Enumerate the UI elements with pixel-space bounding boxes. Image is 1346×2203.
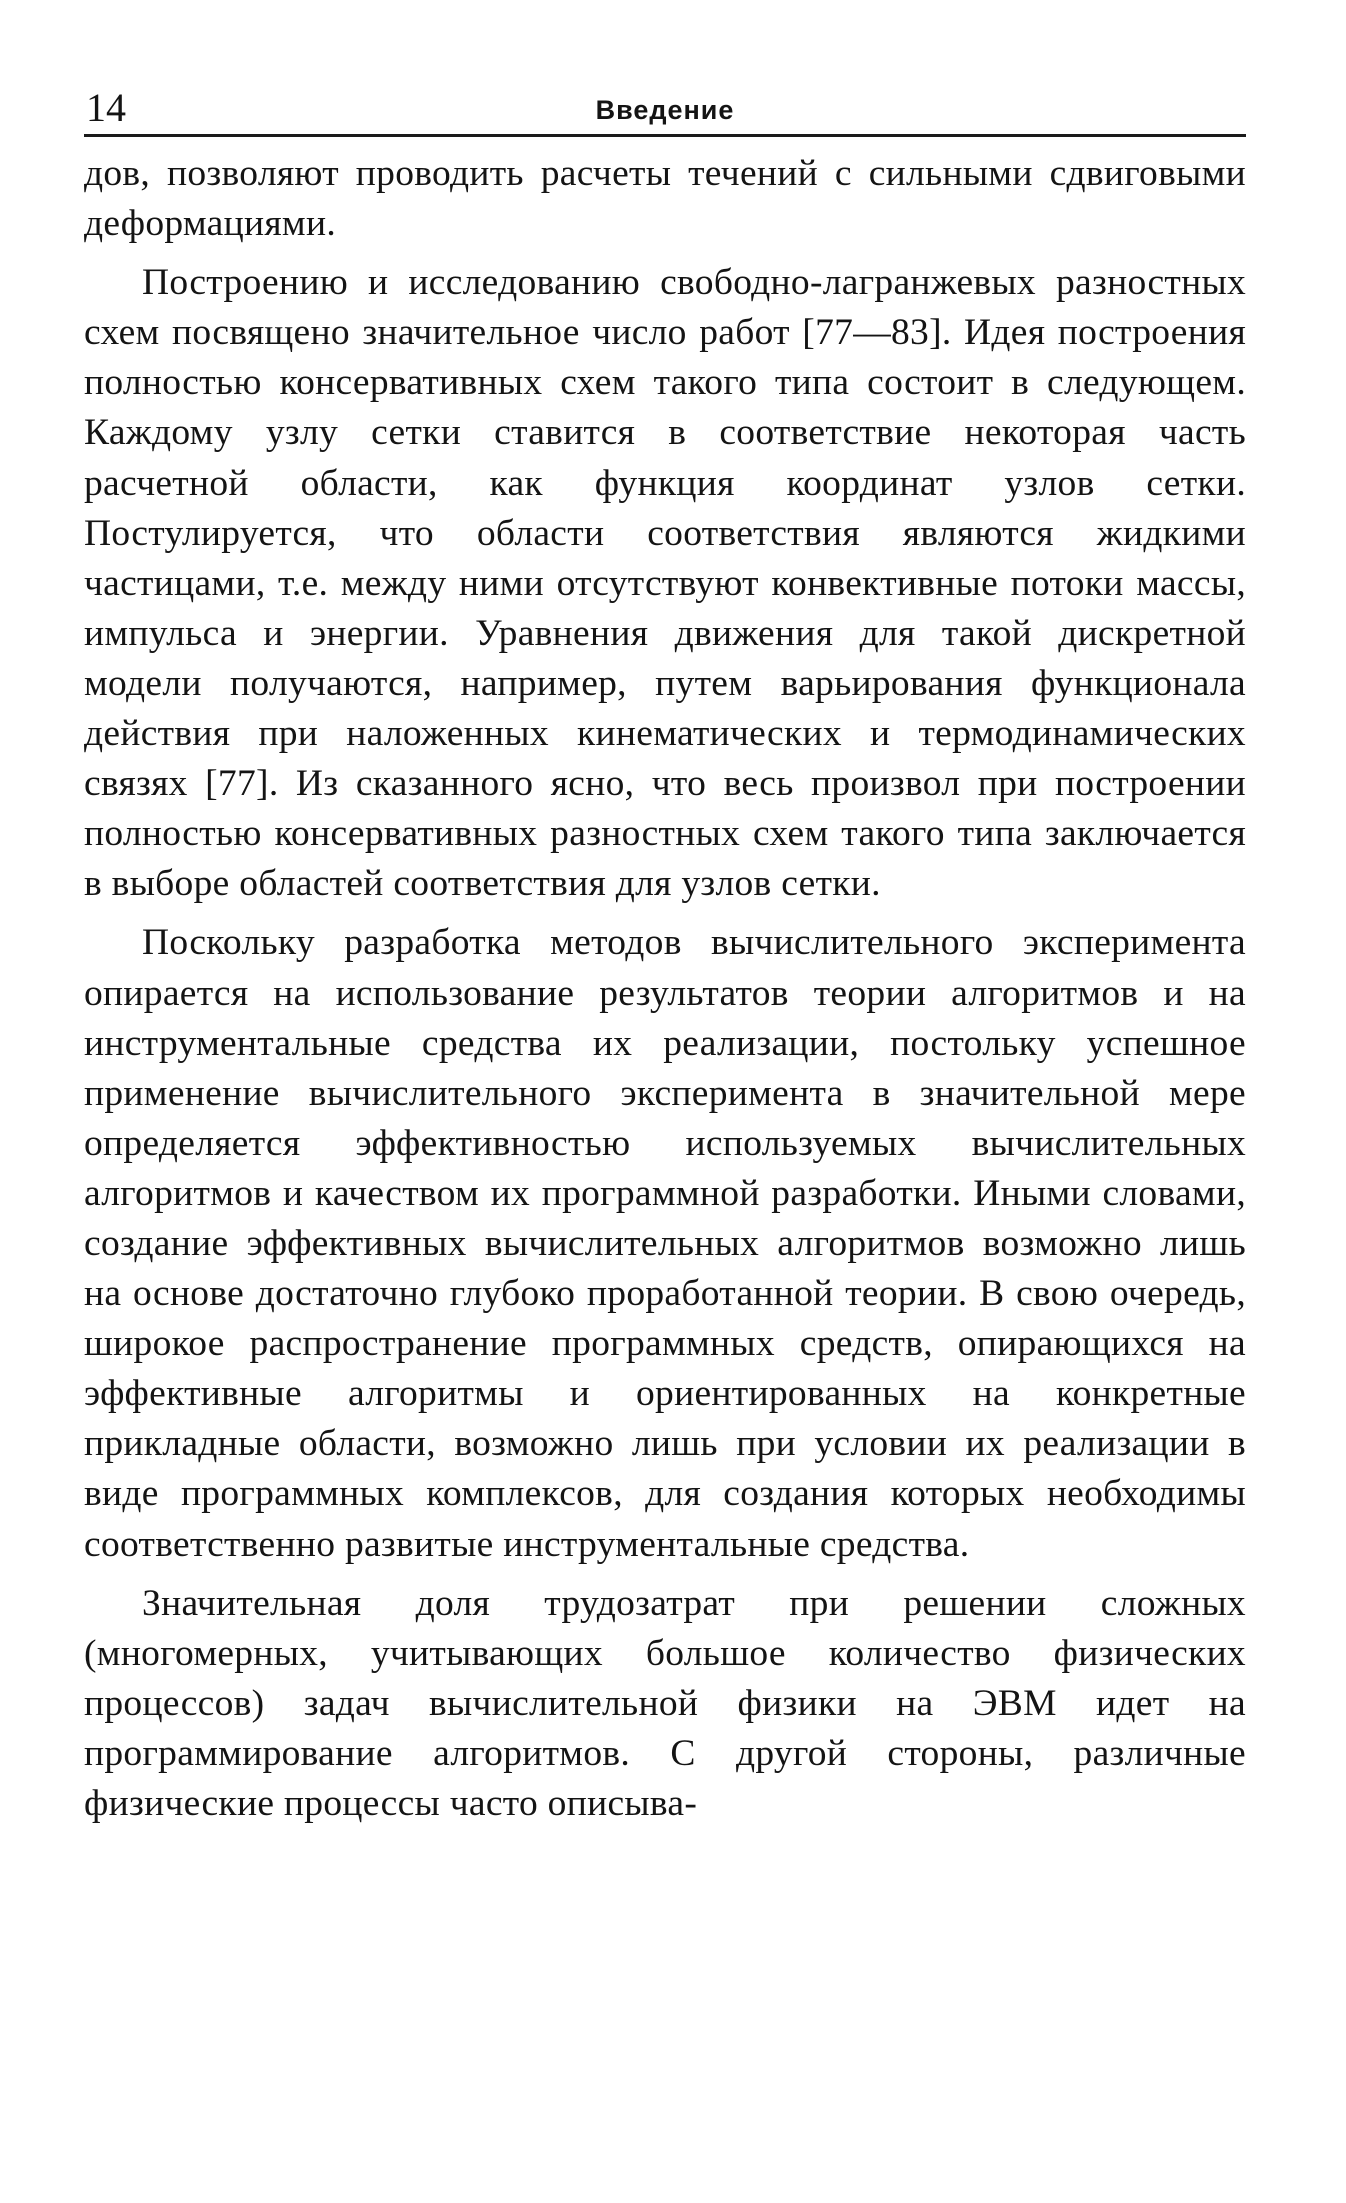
paragraph-programming-effort: Значительная доля трудозатрат при решении сложных (многомерных, учитывающих большое количество физических процессов) задач вычислительной физики на ЭВМ идет на программирование алгоритмов. С другой стороны, различные физические процессы часто описыва-: [84, 1582, 1246, 1824]
paragraph-computational-experiment: Поскольку разработка методов вычислительного эксперимента опирается на использование результатов теории алгоритмов и на инструментальные средства их реализации, постольку успешное применение вычислительного эксперимента в значительной мере определяется эффективностью используемых вычислительных алгоритмов и качеством их программной разработки. Иными словами, создание эффективных вычислительных алгоритмов возможно лишь на основе достаточно глубоко проработанной теории. В свою очередь, широкое распространение программных средств, опирающихся на эффективные алгоритмы и ориентированных на конкретные прикладные области, возможно лишь при условии их реализации в виде программных комплексов, для создания которых необходимы соответственно развитые инструментальные средства.: [84, 922, 1246, 1565]
body-text: [84, 149, 1246, 1829]
paragraph-free-lagrangian: Построению и исследованию свободно-лагранжевых разностных схем посвящено значительное число работ [77—83]. Идея построения полностью консервативных схем такого типа состоит в следующем. Каждому узлу сетки ставится в соответствие некоторая часть расчетной области, как функция координат узлов сетки. Постулируется, что области соответствия являются жидкими частицами, т.е. между ними отсутствуют конвективные потоки массы, импульса и энергии. Уравнения движения для такой дискретной модели получаются, например, путем варьирования функционала действия при наложенных кинематических и термодинамических связях [77]. Из сказанного ясно, что весь произвол при построении полностью консервативных разностных схем такого типа заключается в выборе областей соответствия для узлов сетки.: [84, 262, 1246, 905]
running-head: [84, 78, 1246, 137]
paragraph-continuation: дов, позволяют проводить расчеты течений с сильными сдвиговыми деформациями.: [84, 153, 1246, 245]
section-title: Введение: [595, 95, 735, 125]
book-page: [84, 78, 1246, 1829]
page-number: 14: [86, 85, 126, 130]
